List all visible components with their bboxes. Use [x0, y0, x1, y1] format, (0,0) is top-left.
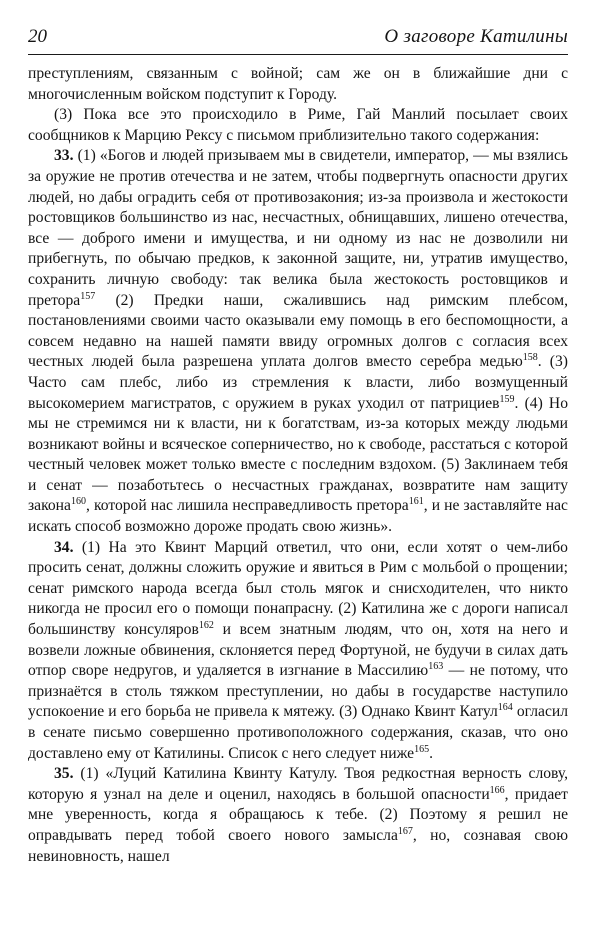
text-segment: (1) «Луций Катилина Квинту Катулу. Твоя редкостная верность слову, которую я узнал на деле и оценил, находясь в большой опасности [28, 765, 568, 803]
text-segment: . (4) Но мы не стремимся ни к власти, ни к богатствам, из-за которых между людьми возникают войны и всяческое соперничество, но к свободе, расстаться с которой честный человек может только вместе с последним вздохом. (5) Заклинаем тебя и сенат — позаботьтесь о несчастных гражданах, возвратите нам защиту закона [28, 394, 568, 515]
footnote-ref: 159 [499, 393, 515, 405]
page-body [28, 64, 568, 867]
text-segment: , придает мне уверенность, когда я обращаюсь к тебе. (2) Поэтому я решил не оправдывать перед тобой своего нового замысла [28, 785, 568, 844]
footnote-ref: 163 [428, 661, 444, 673]
running-title: О заговоре Катилины [384, 26, 568, 47]
paragraph-section-34 [28, 538, 568, 765]
text-segment: . (3) Часто сам плебс, либо из стремления к власти, либо возмущенный высокомерием магистратов, с оружием в руках уходил от патрициев [28, 353, 568, 412]
text-segment: (2) Предки наши, сжалившись над римским плебсом, постановлениями своими часто оказывали ему помощь в его беспомощности, а совсем недавно на нашей памяти ввиду огромных долгов с согласия всех честных людей была разрешена уплата долгов вместо серебра медью [28, 291, 568, 371]
footnote-ref: 158 [522, 352, 538, 364]
text-segment: . [429, 744, 434, 762]
paragraph-continuation: преступлениям, связанным с войной; сам же он в ближайшие дни с многочисленным войском подступит к Городу. [28, 65, 568, 103]
footnote-ref: 162 [198, 620, 214, 632]
paragraph-manlius-letter-intro: (3) Пока все это происходило в Риме, Гай Манлий посылает своих сообщников к Марцию Рексу с письмом приблизительно такого содержания: [28, 106, 568, 144]
page-number: 20 [28, 26, 47, 47]
paragraph-section-33 [28, 146, 568, 537]
footnote-ref: 164 [497, 702, 513, 714]
footnote-ref: 161 [408, 496, 424, 508]
book-page [28, 20, 569, 865]
footnote-ref: 165 [414, 743, 430, 755]
footnote-ref: 157 [80, 290, 96, 302]
footnote-ref: 167 [397, 825, 413, 837]
text-segment: , и не заставляйте нас искать способ возможно дороже продать свою жизнь». [28, 497, 568, 536]
section-number: 34. [54, 538, 74, 556]
page-header [28, 20, 568, 48]
text-segment: , но, сознавая свою невиновность, нашел [28, 826, 568, 865]
header-rule [28, 54, 568, 55]
text-segment: (1) На это Квинт Марций ответил, что они, если хотят о чем-либо просить сенат, должны сложить оружие и явиться в Рим с мольбой о прощении; сенат римского народа всегда был столь мягок и снисходителен, что никто никогда не просил его о помощи понапрасну. (2) Катилина же с дороги написал большинству консуляров [28, 538, 568, 639]
section-number: 35. [54, 765, 74, 783]
footnote-ref: 166 [489, 784, 505, 796]
text-segment: огласил в сенате письмо совершенно противоположного содержания, сказав, что оно доставлено ему от Катилины. Список с него следует ниже [28, 703, 568, 762]
text-segment: , которой нас лишила несправедливость претора [85, 497, 409, 515]
text-segment: (1) «Богов и людей призываем мы в свидетели, император, — мы взялись за оружие не против отечества и не затем, чтобы подвергнуть опасности других людей, но дабы оградить себя от противозакония; из-за произвола и жестокости ростовщиков большинство из нас, несчастных, обнищавших, лишено отечества, все — доброго имени и имущества, и ни одному из нас не дозволили ни прибегнуть, по обычаю предков, к законной защите, ни, утратив имущество, сохранить личную свободу: так велика была жестокость ростовщиков и претора [28, 147, 568, 309]
text-segment: — не потому, что признаётся в столь тяжком преступлении, но дабы в государстве наступило успокоение и его борьба не привела к мятежу. (3) Однако Квинт Катул [28, 662, 568, 721]
text-segment: и всем знатным людям, что он, хотя на него и возвели ложные обвинения, склоняется перед Фортуной, не будучи в силах дать отпор своре недругов, и удаляется в изгнание в Массилию [28, 621, 569, 680]
paragraph-section-35 [28, 764, 568, 867]
section-number: 33. [54, 147, 74, 165]
footnote-ref: 160 [70, 496, 86, 508]
